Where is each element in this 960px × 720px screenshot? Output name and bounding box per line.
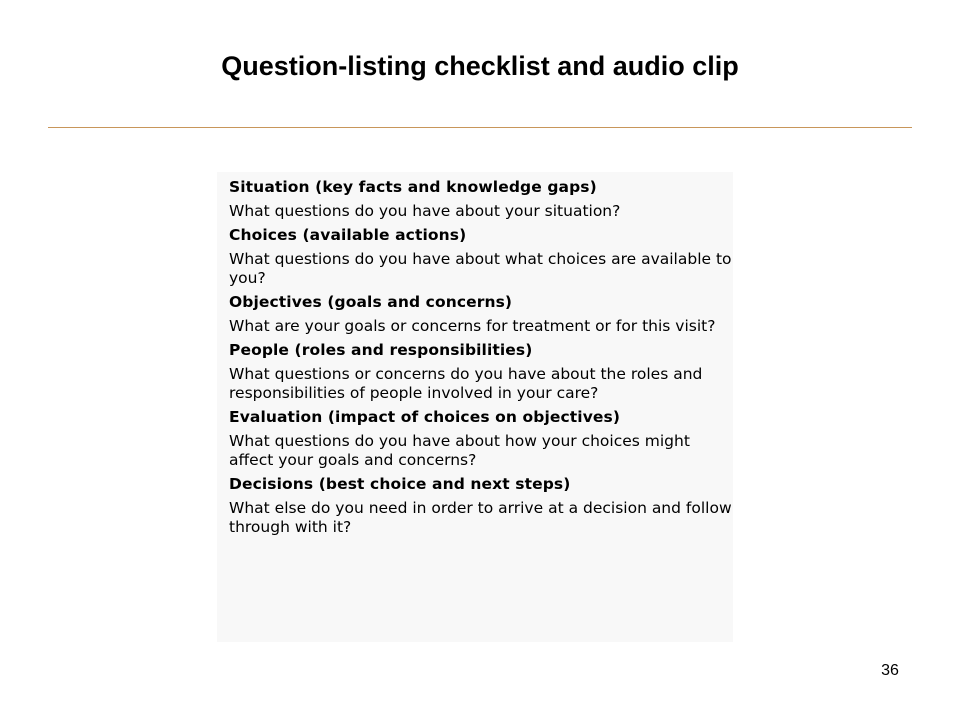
- checklist-section-objectives: [229, 293, 733, 336]
- section-heading: Objectives (goals and concerns): [229, 293, 513, 311]
- section-question: What questions do you have about how your choices might affect your goals and concerns?: [229, 432, 690, 469]
- checklist-section-choices: [229, 226, 733, 288]
- title-divider: [48, 127, 912, 128]
- section-heading: Decisions (best choice and next steps): [229, 475, 571, 493]
- section-heading: People (roles and responsibilities): [229, 341, 533, 359]
- section-heading: Choices (available actions): [229, 226, 467, 244]
- section-question: What questions do you have about your situation?: [229, 202, 621, 220]
- checklist-section-decisions: [229, 475, 733, 537]
- question-checklist-image: [217, 172, 733, 642]
- slide-title: Question-listing checklist and audio clip: [221, 51, 739, 81]
- checklist-section-situation: [229, 178, 733, 221]
- section-question: What else do you need in order to arrive at a decision and follow through with it?: [229, 499, 732, 536]
- section-question: What questions or concerns do you have about the roles and responsibilities of people involved in your care?: [229, 365, 703, 402]
- section-question: What questions do you have about what choices are available to you?: [229, 250, 732, 287]
- checklist-section-evaluation: [229, 408, 733, 470]
- page-number: 36: [881, 662, 899, 679]
- checklist-section-people: [229, 341, 733, 403]
- section-question: What are your goals or concerns for treatment or for this visit?: [229, 317, 716, 335]
- section-heading: Evaluation (impact of choices on objectives): [229, 408, 621, 426]
- section-heading: Situation (key facts and knowledge gaps): [229, 178, 597, 196]
